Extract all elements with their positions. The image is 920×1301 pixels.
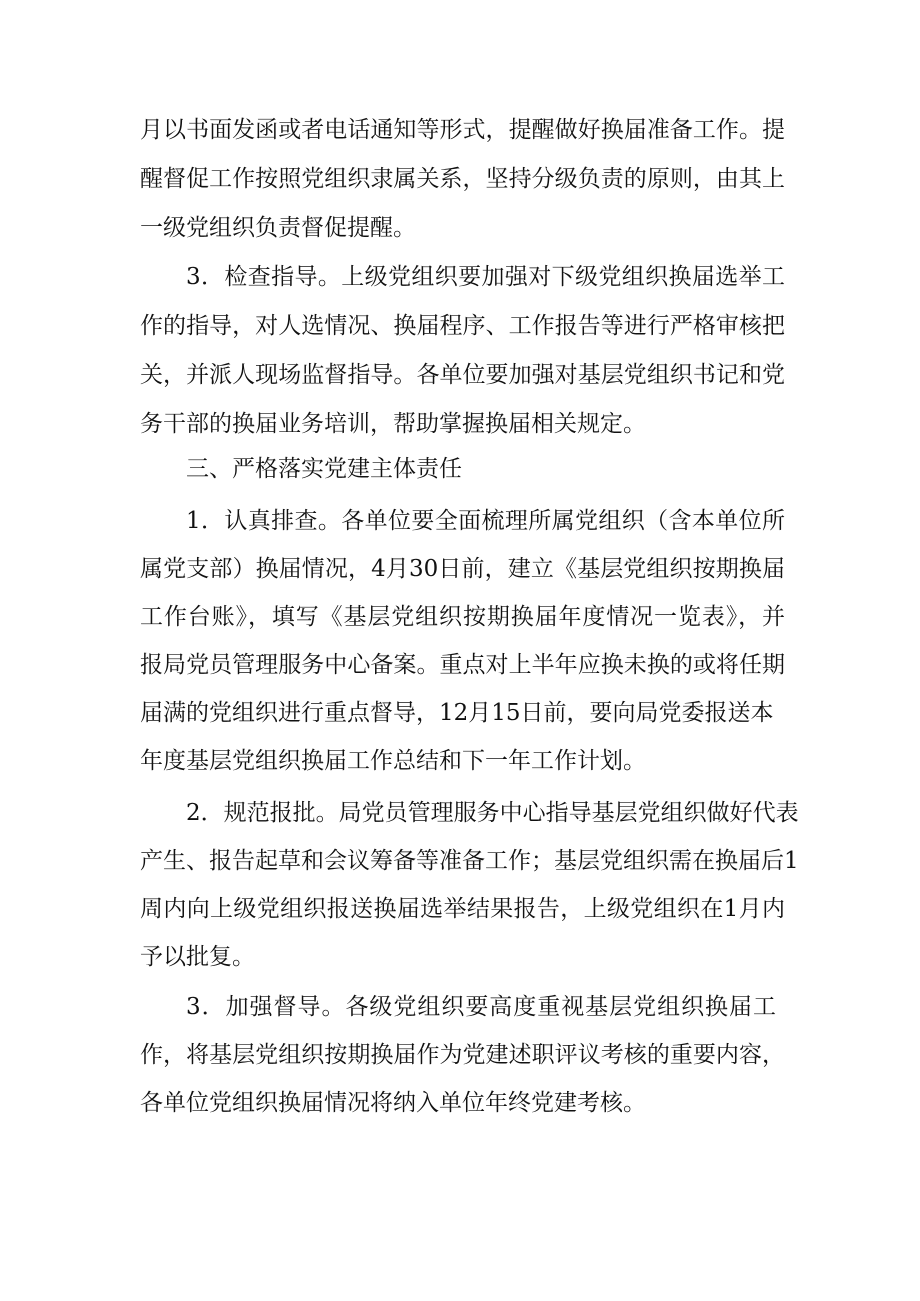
text-line: 3．检查指导。上级党组织要加强对下级党组织换届选举工 (186, 264, 785, 290)
section-heading: 三、严格落实党建主体责任 (186, 456, 462, 482)
text-line: 2．规范报批。局党员管理服务中心指导基层党组织做好代表 (186, 800, 799, 826)
text-line: 作的指导，对人选情况、换届程序、工作报告等进行严格审核把 (140, 313, 785, 339)
text-line: 予以批复。 (140, 944, 255, 970)
text-line: 报局党员管理服务中心备案。重点对上半年应换未换的或将任期 (140, 652, 785, 678)
text-line: 工作台账》，填写《基层党组织按期换届年度情况一览表》，并 (140, 604, 785, 630)
text-line: 一级党组织负责督促提醒。 (140, 215, 416, 241)
text-line: 产生、报告起草和会议筹备等准备工作；基层党组织需在换届后1 (140, 848, 799, 874)
text-line: 1．认真排查。各单位要全面梳理所属党组织（含本单位所 (186, 508, 785, 534)
text-line: 关，并派人现场监督指导。各单位要加强对基层党组织书记和党 (140, 362, 785, 388)
text-line: 属党支部）换届情况，4月30日前，建立《基层党组织按期换届 (140, 556, 785, 582)
text-line: 醒督促工作按照党组织隶属关系，坚持分级负责的原则，由其上 (140, 166, 785, 192)
text-line: 3．加强督导。各级党组织要高度重视基层党组织换届工 (186, 994, 776, 1020)
text-line: 周内向上级党组织报送换届选举结果报告，上级党组织在1月内 (140, 896, 785, 922)
text-line: 月以书面发函或者电话通知等形式，提醒做好换届准备工作。提 (140, 117, 785, 143)
text-line: 作，将基层党组织按期换届作为党建述职评议考核的重要内容， (140, 1042, 785, 1068)
text-line: 年度基层党组织换届工作总结和下一年工作计划。 (140, 748, 646, 774)
text-line: 届满的党组织进行重点督导，12月15日前，要向局党委报送本 (140, 700, 774, 726)
text-line: 各单位党组织换届情况将纳入单位年终党建考核。 (140, 1090, 646, 1116)
text-line: 务干部的换届业务培训，帮助掌握换届相关规定。 (140, 411, 646, 437)
